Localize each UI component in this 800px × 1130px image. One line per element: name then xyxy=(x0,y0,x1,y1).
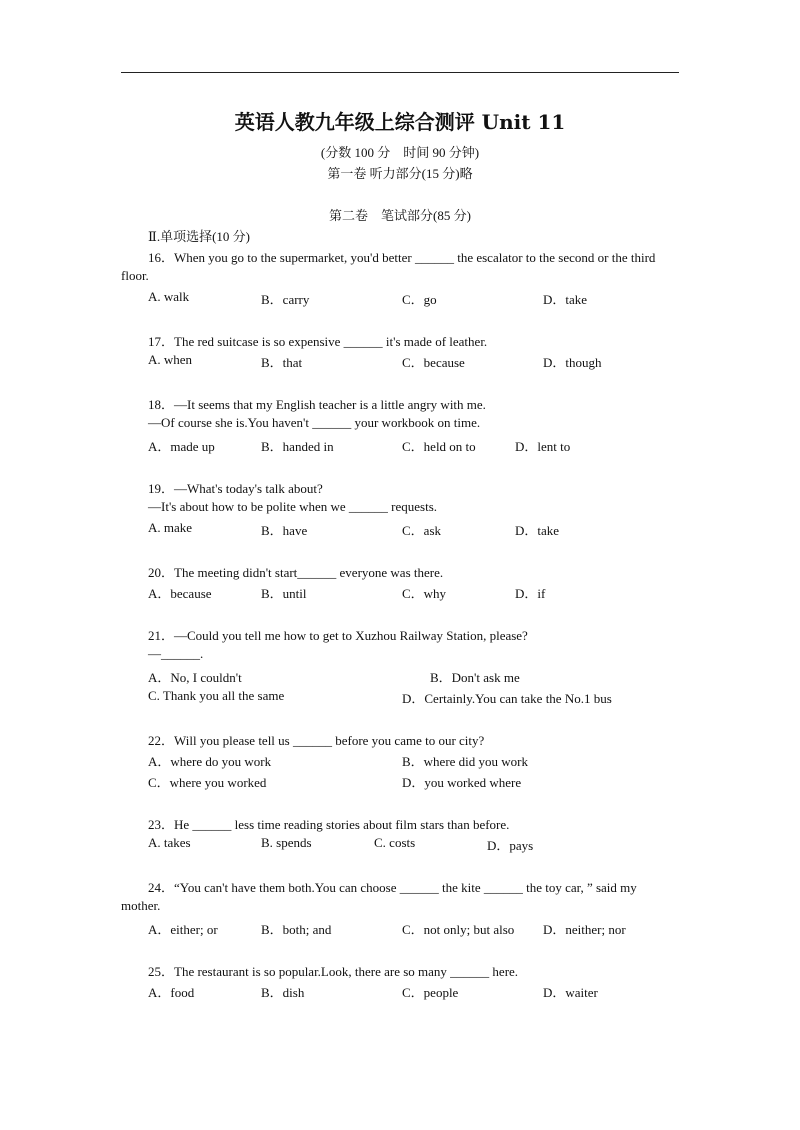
q17-option-c: C．because xyxy=(402,355,465,370)
question-18-stem: 18．—It seems that my English teacher is a little angry with me. xyxy=(148,397,486,412)
q22-option-a: A．where do you work xyxy=(148,754,272,769)
q24-option-b: B．both; and xyxy=(261,922,332,937)
q16-option-d: D．take xyxy=(543,292,588,307)
question-16-stem: 16．When you go to the supermarket, you'd better ______ the escalator to the second or the third xyxy=(148,250,656,265)
q21-option-a: A．No, I couldn't xyxy=(148,670,242,685)
question-21-stem: 21．—Could you tell me how to get to Xuzhou Railway Station, please? xyxy=(148,628,528,643)
question-25-stem: 25．The restaurant is so popular.Look, there are so many ______ here. xyxy=(148,964,519,979)
q24-option-d: D．neither; nor xyxy=(543,922,626,937)
q19-option-a: A. make xyxy=(148,520,193,535)
q24-option-c: C．not only; but also xyxy=(402,922,515,937)
part-one-heading: 第一卷 听力部分(15 分)略 xyxy=(327,166,473,181)
question-22-stem: 22．Will you please tell us ______ before you came to our city? xyxy=(148,733,485,748)
q16-option-a: A. walk xyxy=(148,289,190,304)
q19-option-c: C．ask xyxy=(402,523,442,538)
question-17-stem: 17．The red suitcase is so expensive ______ it's made of leather. xyxy=(148,334,488,349)
q24-option-a: A．either; or xyxy=(148,922,218,937)
q18-option-c: C．held on to xyxy=(402,439,476,454)
q18-option-b: B．handed in xyxy=(261,439,334,454)
page-title: 英语人教九年级上综合测评 Unit 11 xyxy=(234,110,566,134)
q25-option-b: B．dish xyxy=(261,985,305,1000)
q19-option-d: D．take xyxy=(515,523,560,538)
q22-option-d: D．you worked where xyxy=(402,775,522,790)
section-heading: Ⅱ.单项选择(10 分) xyxy=(148,229,250,244)
q23-option-a: A. takes xyxy=(148,835,191,850)
q21-option-b: B．Don't ask me xyxy=(430,670,520,685)
question-23-stem: 23．He ______ less time reading stories about film stars than before. xyxy=(148,817,510,832)
q20-option-a: A．because xyxy=(148,586,212,601)
q16-option-c: C．go xyxy=(402,292,437,307)
q20-option-c: C．why xyxy=(402,586,447,601)
q23-option-c: C. costs xyxy=(374,835,416,850)
question-24-stem-cont: mother. xyxy=(121,898,161,913)
question-21-stem-cont: —______. xyxy=(148,646,204,661)
question-16-stem-cont: floor. xyxy=(121,268,149,283)
question-18-stem-cont: —Of course she is.You haven't ______ your workbook on time. xyxy=(148,415,481,430)
q20-option-b: B．until xyxy=(261,586,307,601)
q18-option-d: D．lent to xyxy=(515,439,571,454)
q17-option-a: A. when xyxy=(148,352,193,367)
q18-option-a: A．made up xyxy=(148,439,215,454)
q22-option-b: B．where did you work xyxy=(402,754,529,769)
question-19-stem: 19．—What's today's talk about? xyxy=(148,481,323,496)
q20-option-d: D．if xyxy=(515,586,546,601)
q22-option-c: C．where you worked xyxy=(148,775,267,790)
q25-option-a: A．food xyxy=(148,985,195,1000)
top-rule xyxy=(121,72,679,73)
q17-option-d: D．though xyxy=(543,355,602,370)
question-19-stem-cont: —It's about how to be polite when we ______ requests. xyxy=(148,499,438,514)
q19-option-b: B．have xyxy=(261,523,308,538)
q16-option-b: B．carry xyxy=(261,292,310,307)
q23-option-d: D．pays xyxy=(487,838,534,853)
q25-option-c: C．people xyxy=(402,985,459,1000)
q17-option-b: B．that xyxy=(261,355,303,370)
q21-option-d: D．Certainly.You can take the No.1 bus xyxy=(402,691,612,706)
part-two-heading: 第二卷 笔试部分(85 分) xyxy=(329,208,471,223)
q25-option-d: D．waiter xyxy=(543,985,598,1000)
q21-option-c: C. Thank you all the same xyxy=(148,688,285,703)
q23-option-b: B. spends xyxy=(261,835,312,850)
question-24-stem: 24．“You can't have them both.You can choose ______ the kite ______ the toy car, ” said my xyxy=(148,880,637,895)
score-time-info: (分数 100 分 时间 90 分钟) xyxy=(320,145,480,160)
question-20-stem: 20．The meeting didn't start______ everyone was there. xyxy=(148,565,444,580)
